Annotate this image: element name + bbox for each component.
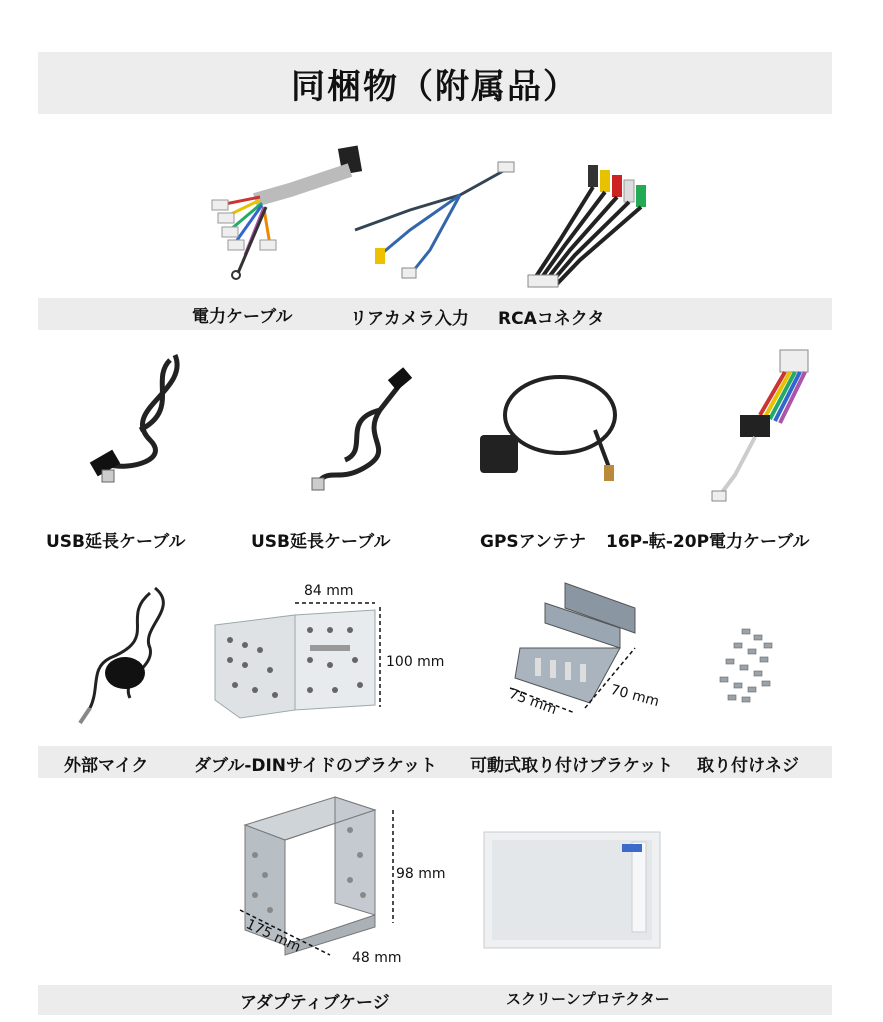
item-label-16p-20p-power-cable: 16P-転-20P電力ケーブル xyxy=(606,532,810,552)
item-label-power-cable: 電力ケーブル xyxy=(192,307,293,327)
screen-protector-image xyxy=(482,830,662,950)
item-label-usb-extension-cable-2: USB延長ケーブル xyxy=(251,532,391,552)
din-width-dimension: 84 mm xyxy=(304,583,354,599)
item-label-usb-extension-cable-1: USB延長ケーブル xyxy=(46,532,186,552)
item-label-adaptive-cage: アダプティブケージ xyxy=(240,993,390,1013)
item-label-rca-connector: RCAコネクタ xyxy=(498,309,605,329)
rca-connector-image xyxy=(520,160,660,295)
adaptive-cage-image xyxy=(235,795,405,965)
item-label-movable-mounting-bracket: 可動式取り付けブラケット xyxy=(470,756,674,776)
item-label-screen-protector: スクリーンプロテクター xyxy=(506,990,670,1008)
16p-to-20p-power-cable-image xyxy=(700,345,820,505)
mounting-screws-image xyxy=(712,625,782,705)
bracket-height-dimension: 70 mm xyxy=(608,681,661,711)
external-microphone-image xyxy=(60,578,180,728)
item-label-rear-camera-input: リアカメラ入力 xyxy=(350,309,469,329)
item-label-mounting-screws: 取り付けネジ xyxy=(697,756,799,776)
cage-depth-dimension: 175 mm xyxy=(243,916,304,956)
page-title: 同梱物（附属品） xyxy=(38,52,832,114)
cage-height-dimension: 98 mm xyxy=(396,866,446,882)
item-label-double-din-side-bracket: ダブル-DINサイドのブラケット xyxy=(194,756,437,776)
usb-extension-cable-image-1 xyxy=(80,350,200,490)
usb-extension-cable-image-2 xyxy=(300,370,420,500)
din-dimension-lines xyxy=(290,595,390,715)
item-label-gps-antenna: GPSアンテナ xyxy=(480,532,586,552)
label-band-row4 xyxy=(38,985,832,1015)
item-label-external-microphone: 外部マイク xyxy=(64,756,149,776)
din-height-dimension: 100 mm xyxy=(386,654,445,670)
bracket-depth-dimension: 75 mm xyxy=(506,686,559,718)
cage-width-dimension: 48 mm xyxy=(352,950,402,966)
rear-camera-input-image xyxy=(350,160,520,290)
power-cable-image xyxy=(200,145,370,285)
gps-antenna-image xyxy=(470,370,630,490)
